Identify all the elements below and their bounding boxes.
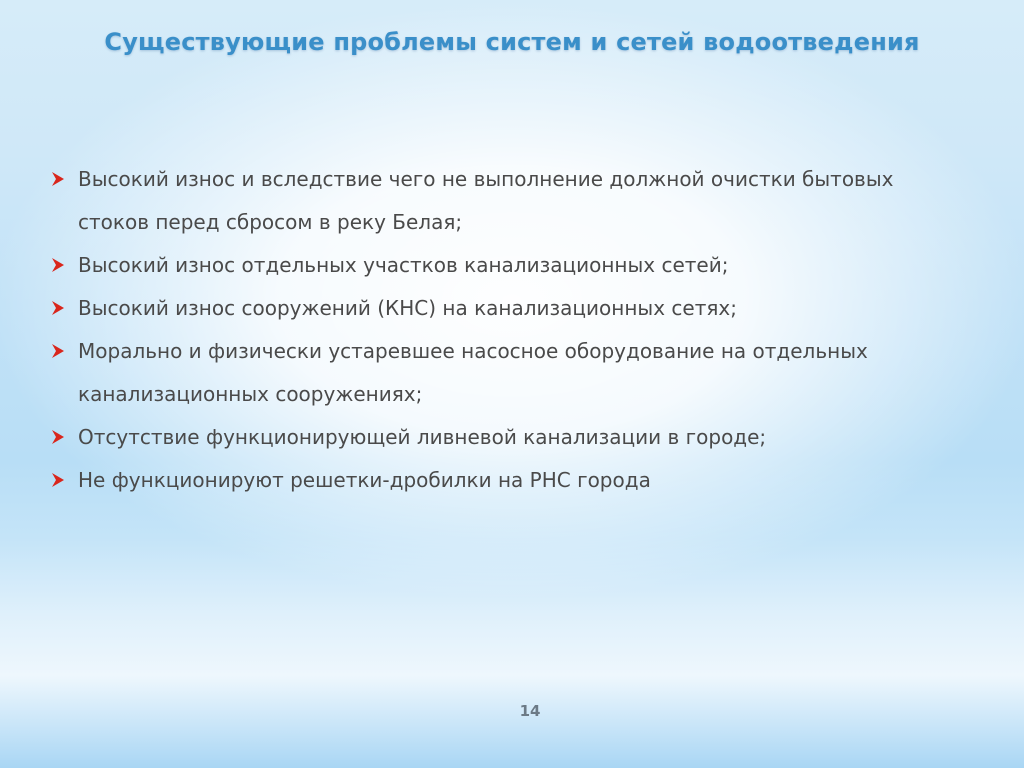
slide-title: Существующие проблемы систем и сетей водоотведения [104, 28, 920, 56]
arrowhead-bullet-icon [50, 330, 70, 373]
bullet-text: Отсутствие функционирующей ливневой канализации в городе; [78, 425, 767, 449]
bullet-text: Высокий износ отдельных участков канализационных сетей; [78, 253, 729, 277]
arrowhead-bullet-icon [50, 158, 70, 201]
bullet-item [48, 459, 948, 502]
bullet-item [48, 330, 948, 416]
bullet-text: Высокий износ сооружений (КНС) на канализационных сетях; [78, 296, 737, 320]
arrowhead-bullet-icon [50, 287, 70, 330]
bullet-list [48, 158, 948, 502]
page-number: 14 [519, 702, 541, 720]
arrowhead-bullet-icon [50, 416, 70, 459]
bullet-text: Морально и физически устаревшее насосное оборудование на отдельных канализационных сооружениях; [78, 339, 868, 406]
arrowhead-bullet-icon [50, 244, 70, 287]
bullet-item [48, 158, 948, 244]
arrowhead-bullet-icon [50, 459, 70, 502]
bullet-text: Не функционируют решетки-дробилки на РНС города [78, 468, 651, 492]
bullet-item [48, 287, 948, 330]
bullet-item [48, 416, 948, 459]
bullet-text: Высокий износ и вследствие чего не выполнение должной очистки бытовых стоков перед сбросом в реку Белая; [78, 167, 894, 234]
bullet-item [48, 244, 948, 287]
